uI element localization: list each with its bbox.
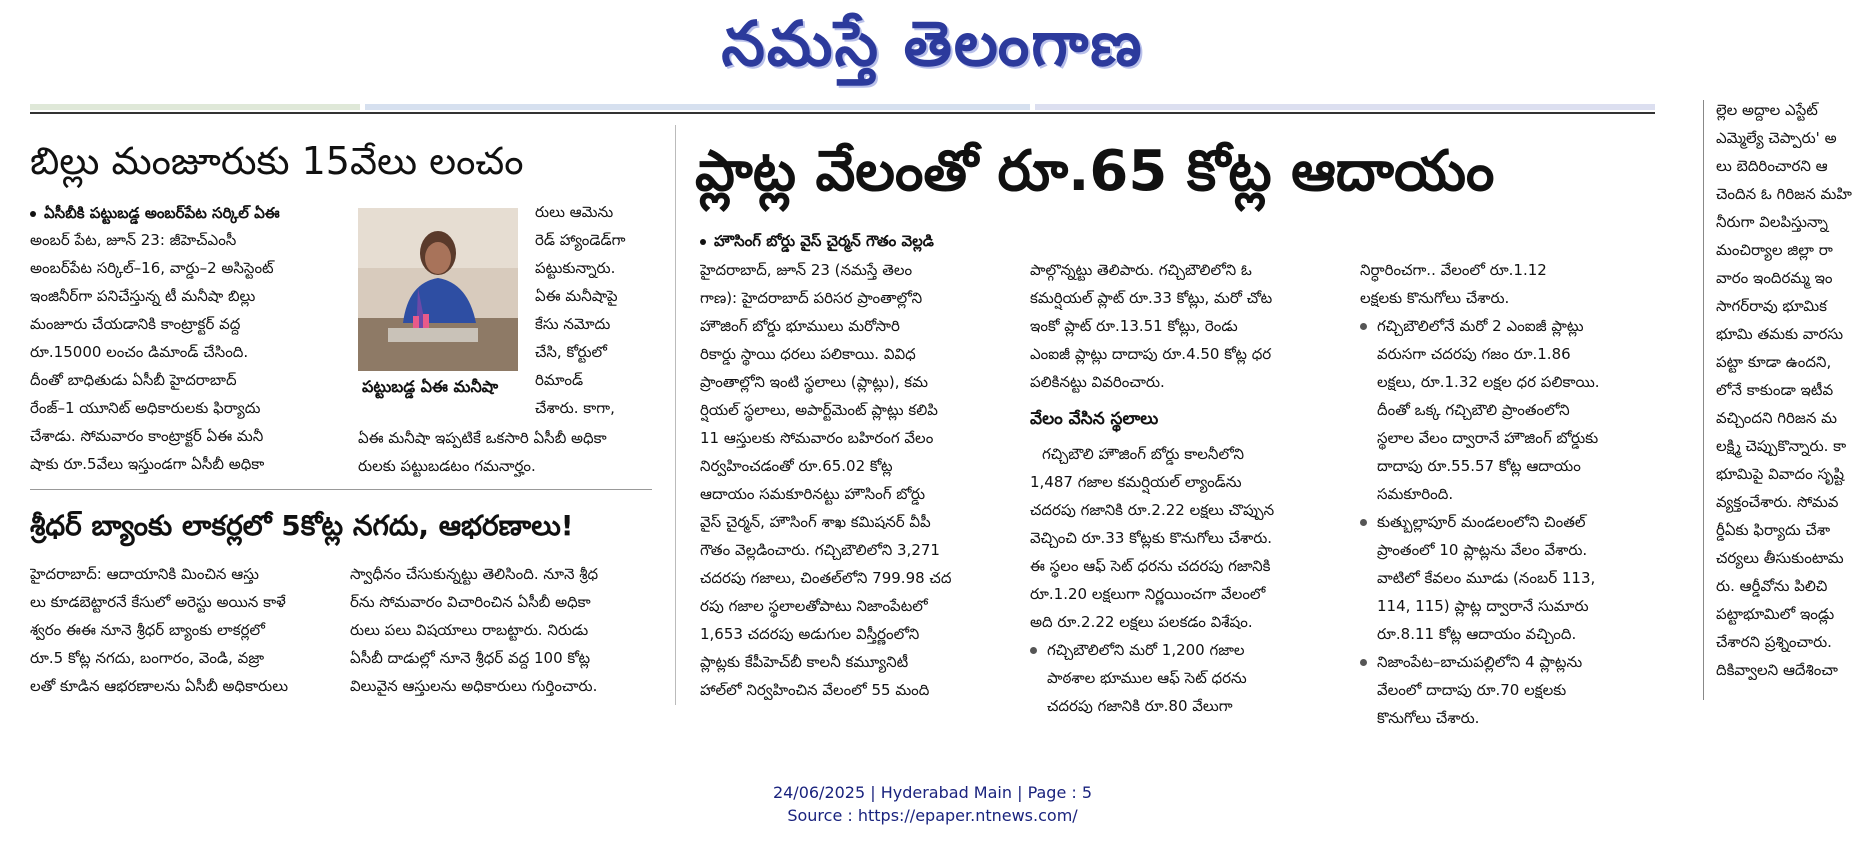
story2-line: శ్వరం ఈఈ నూనె శ్రీధర్ బ్యాంకు లాకర్లలో: [30, 621, 265, 639]
accused-photo: [358, 208, 518, 371]
bullet-icon: [1360, 323, 1367, 330]
fragment-line: చేశారని ప్రశ్నించారు.: [1716, 633, 1832, 651]
story3-bullet-line: [1360, 648, 1660, 676]
story3-bullet-line: [1360, 508, 1660, 536]
fragment-line: పట్టాభూమిలో ఇండ్లు: [1716, 605, 1835, 623]
story1-kicker: [30, 202, 280, 224]
story2-line: లతో కూడిన ఆభరణాలను ఏసీబీ అధికారులు: [30, 677, 289, 695]
story1-line: మంజూరు చేయడానికి కాంట్రాక్టర్ వద్ద: [30, 315, 241, 333]
fragment-line: ర్డీఏకు ఫిర్యాదు చేశా: [1716, 521, 1831, 539]
story3-line: 11 ఆస్తులకు సోమవారం బహిరంగ వేలం: [700, 429, 934, 447]
story3-line: నిర్ధారించగా.. వేలంలో రూ.1.12: [1360, 261, 1547, 279]
story3-line: కమర్షియల్ ప్లాట్ రూ.33 కోట్లు, మరో చోట: [1030, 289, 1273, 307]
fragment-line: లు బెదిరించారని ఆ: [1716, 157, 1828, 175]
fragment-line: వ్యక్తంచేశారు. సోమవ: [1716, 493, 1839, 511]
masthead-title: నమస్తే తెలంగాణ: [721, 7, 1144, 80]
story1-line: ఇంజినీర్‌గా పనిచేస్తున్న టీ మనీషా బిల్లు: [30, 287, 256, 305]
story1-line: ఏఈ మనీషా ఇప్పటికే ఒకసారి ఏసీబీ అధికా: [358, 429, 607, 447]
story3-line: లక్షలు, రూ.1.32 లక్షల ధర పలికాయి.: [1377, 373, 1600, 391]
story1-line: దీంతో బాధితుడు ఏసీబీ హైదరాబాద్: [30, 371, 237, 389]
bullet-icon: [30, 211, 36, 217]
story1-line: కేసు నమోదు: [535, 315, 611, 333]
story1-line: రులకు పట్టుబడటం గమనార్హం.: [358, 457, 536, 475]
story3-line: రపు గజాల స్థలాలతోపాటు నిజాంపేటలో: [700, 597, 928, 615]
story3-line: ఈ స్థలం ఆఫ్ సెట్ ధరను చదరపు గజానికి: [1030, 557, 1271, 575]
fragment-line: లక్ష్మి చెప్పుకొన్నారు. కా: [1716, 437, 1847, 455]
fragment-line: భూమిపై వివాదం సృష్టి: [1716, 465, 1845, 483]
story3-line: ఎంఐజీ ప్లాట్లు దాదాపు రూ.4.50 కోట్ల ధర: [1030, 345, 1272, 363]
story3-line: 114, 115) ప్లాట్ల ద్వారానే సుమారు: [1377, 597, 1589, 615]
fragment-line: పట్టా కూడా ఉందని,: [1716, 353, 1832, 371]
story3-line: వాటిలో కేవలం మూడు (నంబర్ 113,: [1377, 569, 1596, 587]
story1-headline: బిల్లు మంజూరుకు 15వేలు లంచం: [30, 139, 524, 183]
story3-line: వరుసగా చదరపు గజం రూ.1.86: [1377, 345, 1571, 363]
story2-col1: [30, 560, 335, 700]
story3-line: దాదాపు రూ.55.57 కోట్ల ఆదాయం: [1377, 457, 1581, 475]
fragment-line: మంచిర్యాల జిల్లా రా: [1716, 241, 1833, 259]
story3-bullet-line: [1030, 636, 1345, 664]
story-divider: [30, 489, 652, 490]
adjacent-story-fragment: [1716, 96, 1865, 684]
fragment-line: చర్యలు తీసుకుంటామ: [1716, 549, 1844, 567]
story3-col1: [700, 256, 1010, 704]
story2-line: ఏసీబీ దాడుల్లో నూనె శ్రీధర్ వద్ద 100 కోట్ల: [350, 649, 591, 667]
story3-line: నిర్వహించడంతో రూ.65.02 కోట్ల: [700, 457, 893, 475]
story3-line: లక్షలకు కొనుగోలు చేశారు.: [1360, 289, 1510, 307]
story3-line: రూ.1.20 లక్షలుగా నిర్ణయించగా వేలంలో: [1030, 585, 1266, 603]
fragment-line: నీరుగా విలపిస్తున్నా: [1716, 213, 1828, 231]
bullet-icon: [700, 239, 706, 245]
story3-col2: [1030, 256, 1345, 720]
story3-line-text: గచ్చిబౌలిలోని మరో 1,200 గజాల: [1047, 641, 1245, 659]
story3-line: ర్షియల్ స్థలాలు, అపార్ట్‌మెంట్ ప్లాట్లు కలిపి: [700, 401, 938, 419]
story3-subhead: వేలం వేసిన స్థలాలు: [1030, 409, 1159, 429]
story3-line: అది రూ.2.22 లక్షలు పలకడం విశేషం.: [1030, 613, 1253, 631]
story2-line: రూ.5 కోట్ల నగదు, బంగారం, వెండి, వజ్రా: [30, 649, 265, 667]
story2-col2: [350, 560, 660, 700]
story2-headline: శ్రీధర్ బ్యాంకు లాకర్లలో 5కోట్ల నగదు, ఆభరణాలు!: [30, 509, 574, 542]
column-divider: [675, 125, 676, 705]
story2-line: ర్‌ను సోమవారం విచారించిన ఏసీబీ అధికా: [350, 593, 591, 611]
fragment-line: వచ్చిందని గిరిజన మ: [1716, 409, 1838, 427]
footer-source-line: Source : https://epaper.ntnews.com/: [787, 806, 1078, 825]
fragment-line: చెందిన ఓ గిరిజన మహి: [1716, 185, 1852, 203]
story3-line: వేలంలో దాదాపు రూ.70 లక్షలకు: [1377, 681, 1567, 699]
story2-line: లు కూడబెట్టారనే కేసులో అరెస్టు అయిన కాళే: [30, 593, 286, 611]
fragment-line: రు. ఆర్డీవోను పిలిచి: [1716, 577, 1828, 595]
fragment-line: దికివ్వాలని ఆదేశించా: [1716, 661, 1838, 679]
story1-line: రెడ్ హ్యాండెడ్‌గా: [535, 231, 626, 249]
story3-line: రికార్డు స్థాయి ధరలు పలికాయి. వివిధ: [700, 345, 916, 363]
story1-body-left: [30, 226, 350, 478]
story3-line: చదరపు గజాలు, చింతల్‌లోని 799.98 చద: [700, 569, 952, 587]
story3-line: ప్రాంతాల్లోని ఇంటి స్థలాలు (ప్లాట్లు), కమ: [700, 373, 928, 391]
story3-line-text: కుత్బుల్లాపూర్ మండలంలోని చింతల్: [1377, 513, 1586, 531]
story3-kicker-text: హౌసింగ్ బోర్డు వైస్ చైర్మన్ గౌతం వెల్లడి: [714, 232, 934, 250]
story1-line: అంబర్ పేట, జూన్ 23: జీహెచ్ఎంసీ: [30, 231, 237, 249]
story3-line-text: నిజాంపేట–బాచుపల్లిలోని 4 ప్లాట్లను: [1377, 653, 1583, 671]
story3-line: రూ.8.11 కోట్ల ఆదాయం వచ్చింది.: [1377, 625, 1577, 643]
story2-line: రులు పలు విషయాలు రాబట్టారు. నిరుడు: [350, 621, 589, 639]
photo-caption: పట్టుబడ్డ ఏఈ మనీషా: [362, 377, 499, 396]
story3-line: హౌజింగ్ బోర్డు భూములు మరోసారి: [700, 317, 900, 335]
story3-line: ఇంకో ప్లాట్ రూ.13.51 కోట్లు, రెండు: [1030, 317, 1238, 335]
story3-line: హైదరాబాద్, జూన్ 23 (నమస్తే తెలం: [700, 261, 913, 279]
top-rule: [30, 112, 1655, 114]
fragment-line: లోనే కాకుండా ఇటీవ: [1716, 381, 1834, 399]
right-column-divider: [1703, 100, 1704, 700]
story2-line: స్వాధీనం చేసుకున్నట్టు తెలిసింది. నూనె శ్రీధ: [350, 565, 599, 583]
story3-line: వైస్ చైర్మన్, హౌసింగ్ శాఖ కమిషనర్ వీపీ: [700, 513, 931, 531]
photo-illustration: [358, 208, 518, 371]
story3-line: దీంతో ఒక్క గచ్చిబౌలి ప్రాంతంలోని: [1377, 401, 1570, 419]
story3-headline: ప్లాట్ల వేలంతో రూ.65 కోట్ల ఆదాయం: [695, 139, 1495, 204]
story3-line: వెచ్చించి రూ.33 కోట్లకు కొనుగోలు చేశారు.: [1030, 529, 1273, 547]
bullet-icon: [1030, 647, 1037, 654]
story3-line: సమకూరింది.: [1377, 485, 1454, 503]
story1-line: రులు ఆమెను: [535, 203, 614, 221]
story1-kicker-text: ఏసీబీకి పట్టుబడ్డ అంబర్‌పేట సర్కిల్ ఏఈ: [44, 204, 280, 222]
bullet-icon: [1360, 659, 1367, 666]
story3-kicker: [700, 230, 934, 252]
story3-bullet-line: [1360, 312, 1660, 340]
masthead-bar-green: [30, 104, 360, 110]
story2-line: విలువైన ఆస్తులను అధికారులు గుర్తించారు.: [350, 677, 598, 695]
story3-line: పాల్గొన్నట్టు తెలిపారు. గచ్చిబౌలిలోని ఓ: [1030, 261, 1252, 279]
story3-line: కొనుగోలు చేశారు.: [1377, 709, 1480, 727]
story1-line: షాకు రూ.5వేలు ఇస్తుండగా ఏసీబీ అధికా: [30, 455, 265, 473]
story1-line: రేంజ్–1 యూనిట్ అధికారులకు ఫిర్యాదు: [30, 399, 261, 417]
story3-line: చదరపు గజానికి రూ.2.22 లక్షలు చొప్పున: [1030, 501, 1275, 519]
story1-line: చేశాడు. సోమవారం కాంట్రాక్టర్ ఏఈ మనీ: [30, 427, 264, 445]
story3-col3: [1360, 256, 1660, 732]
story3-line-text: గచ్చిబౌలిలోనే మరో 2 ఎంఐజీ ప్లాట్లు: [1377, 317, 1584, 335]
story1-line: రిమాండ్: [535, 371, 584, 389]
story3-line: గాణ): హైదరాబాద్ పరిసర ప్రాంతాల్లోని: [700, 289, 923, 307]
fragment-line: భూమి తమకు వారసు: [1716, 325, 1844, 343]
story3-line: పాఠశాల భూముల ఆఫ్ సెట్ ధరను: [1047, 669, 1247, 687]
fragment-line: వారం ఇందిరమ్మ ఇం: [1716, 269, 1833, 287]
story3-line: ప్రాంతంలో 10 ప్లాట్లను వేలం వేశారు.: [1377, 541, 1588, 559]
story1-body-bottom: [358, 424, 688, 480]
fragment-line: ల్లెల అద్దాల ఎస్టేట్: [1716, 101, 1818, 119]
story2-line: హైదరాబాద్: ఆదాయానికి మించిన ఆస్తు: [30, 565, 259, 583]
story1-body-right: [535, 198, 685, 422]
story1-line: చేశారు. కాగా,: [535, 399, 615, 417]
story3-line: చదరపు గజానికి రూ.80 వేలుగా: [1047, 697, 1233, 715]
story3-line: ఆదాయం సమకూరినట్టు హౌసింగ్ బోర్డు: [700, 485, 926, 503]
fragment-line: సాగర్‌రావు భూమిక: [1716, 297, 1827, 315]
story3-line: గౌతం వెల్లడించారు. గచ్చిబౌలిలోని 3,271: [700, 541, 940, 559]
story1-line: అంబర్‌పేట సర్కిల్–16, వార్డు–2 అసిస్టెంట్: [30, 259, 274, 277]
story3-line: పలికినట్టు వివరించారు.: [1030, 373, 1165, 391]
story1-line: రూ.15000 లంచం డిమాండ్ చేసింది.: [30, 343, 249, 361]
story3-line: హాల్‌లో నిర్వహించిన వేలంలో 55 మంది: [700, 681, 930, 699]
story3-line: ప్లాట్లకు కేపీహెచ్‌బీ కాలనీ కమ్యూనిటీ: [700, 653, 909, 671]
story1-line: ఏఈ మనీషాపై: [535, 287, 618, 305]
story3-line: స్థలాల వేలం ద్వారానే హౌజింగ్ బోర్డుకు: [1377, 429, 1599, 447]
masthead-bar-lilac: [1035, 104, 1655, 110]
masthead-bar-blue: [365, 104, 1030, 110]
story1-line: చేసి, కోర్టులో: [535, 343, 607, 361]
footer-date-line: 24/06/2025 | Hyderabad Main | Page : 5: [772, 783, 1093, 802]
story1-line: పట్టుకున్నారు.: [535, 259, 616, 277]
bullet-icon: [1360, 519, 1367, 526]
story3-line: 1,653 చదరపు అడుగుల విస్తీర్ణంలోని: [700, 625, 920, 643]
fragment-line: ఎమ్మెల్యే చెప్పారు' అ: [1716, 129, 1837, 147]
story3-line: గచ్చిబౌలి హౌజింగ్ బోర్డు కాలనీలోని: [1042, 445, 1245, 463]
story3-line: 1,487 గజాల కమర్షియల్ ల్యాండ్‌ను: [1030, 473, 1242, 491]
